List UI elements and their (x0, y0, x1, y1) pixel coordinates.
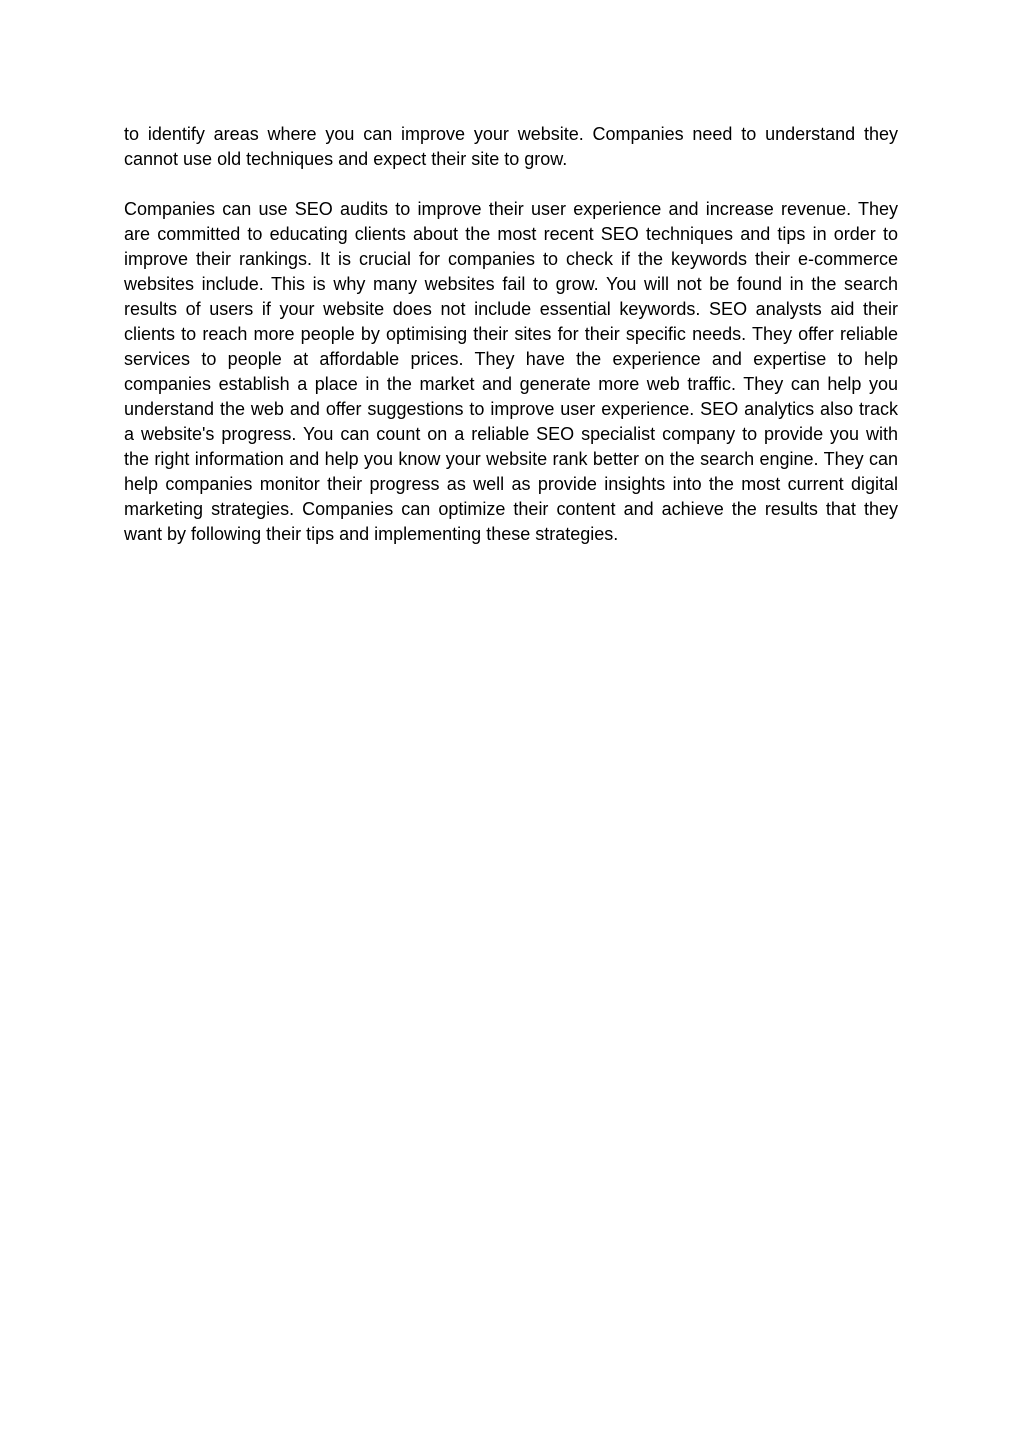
paragraph-seo-audits: Companies can use SEO audits to improve their user experience and increase revenue. They are committed to educating clients about the most recent SEO techniques and tips in order to improve their rankings. It is crucial for companies to check if the keywords their e-commerce websites include. This is why many websites fail to grow. You will not be found in the search results of users if your website does not include essential keywords. SEO analysts aid their clients to reach more people by optimising their sites for their specific needs. They offer reliable services to people at affordable prices. They have the experience and expertise to help companies establish a place in the market and generate more web traffic. They can help you understand the web and offer suggestions to improve user experience. SEO analytics also track a website's progress. You can count on a reliable SEO specialist company to provide you with the right information and help you know your website rank better on the search engine. They can help companies monitor their progress as well as provide insights into the most current digital marketing strategies. Companies can optimize their content and achieve the results that they want by following their tips and implementing these strategies. (124, 199, 898, 544)
document-body (124, 122, 898, 547)
paragraph-continuation: to identify areas where you can improve your website. Companies need to understand they cannot use old techniques and expect their site to grow. (124, 124, 898, 169)
